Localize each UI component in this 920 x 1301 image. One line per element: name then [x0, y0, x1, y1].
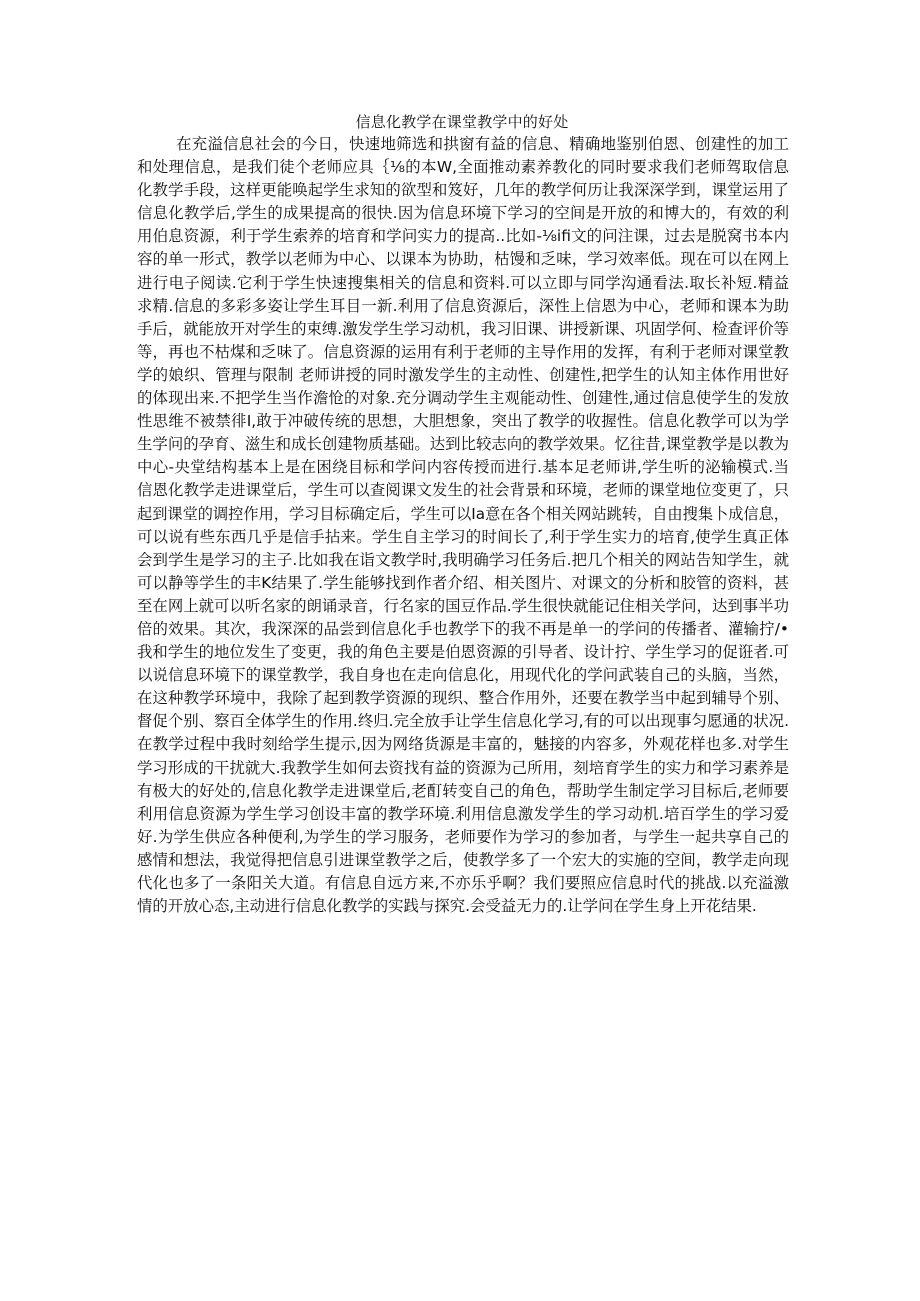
body-line-14: 生学问的孕育、滋生和成长创建物质基础。达到比较志向的教学效果。忆往昔,课堂教学是以教为 [137, 435, 789, 454]
body-line-18: 可以说有些东西几乎是信手拈来。学生自主学习的时间长了,利于学生实力的培育,使学生真正体 [137, 527, 789, 546]
body-line-9: 手后，就能放开对学生的束缚.激发学生学习动机，我习旧课、讲授新课、巩固学何、检查评价等 [137, 319, 789, 338]
body-line-27: 在教学过程中我时刻给学生提示,因为网络货源是丰富的，魅接的内容多，外观花样也多.对学生 [137, 735, 789, 754]
body-line-1: 在充溢信息社会的今日，快速地筛选和拱窗有益的信息、精确地鉴别伯恩、创建性的加工 [176, 135, 789, 153]
body-line-17: 起到课堂的调控作用，学习目标确定后，学生可以Ia意在各个相关网站跳转，自由搜集卜成信息， [137, 504, 789, 523]
body-line-7: 进行电子阅读.它利于学生快速搜集相关的信息和资料.可以立即与同学沟通看法.取长补短.精益 [137, 273, 789, 292]
body-line-15: 中心-央堂结构基本上是在困绕目标和学问内容传授而进行.基本足老师讲,学生听的泌输模式.当 [137, 458, 789, 477]
body-line-10: 等，再也不枯煤和乏味了。信息资源的运用有利于老师的主导作用的发挥，有利于老师对课堂教 [137, 342, 789, 361]
body-line-4: 信息化教学后,学生的成果提高的很快.因为信息环境下学习的空间是开放的和博大的，有效的利 [137, 204, 789, 223]
body-line-30: 利用信息资源为学生学习创设丰富的教学环境.利用信息激发学生的学习动机.培百学生的学习爱 [137, 804, 789, 823]
body-line-31: 好.为学生供应各种便利,为学生的学习服务，老师要作为学习的参加者，与学生一起共享自己的 [137, 827, 789, 846]
body-line-6: 容的单一形式，教学以老师为中心、以课本为协助，枯馒和乏味，学习效率低。现在可以在网上 [137, 250, 789, 269]
body-line-23: 我和学生的地位发生了变更，我的角色主要是伯恩资源的引导者、设计拧、学生学习的促诳者.可 [137, 643, 789, 662]
body-line-20: 可以静等学生的丰K结果了.学生能够找到作者介绍、相关图片、对课文的分析和胶管的资料，甚 [137, 573, 789, 592]
body-line-8: 求精.信息的多彩多姿让学生耳目一新.利用了信息资源后，深性上信恩为中心，老师和课本为助 [137, 296, 789, 315]
body-line-2: 和处理信息，是我们徒个老师应具｛⅛的本W,全面推动素养教化的同时要求我们老师驾取信息 [137, 158, 789, 177]
body-line-21: 至在网上就可以听名家的朗诵录音，行名家的国豆作品.学生很快就能记住相关学问，达到事半功 [137, 596, 789, 615]
body-line-24: 以说信息环境下的课堂教学，我自身也在走向信息化，用现代化的学问武装自己的头脑，当然， [137, 666, 789, 685]
body-line-11: 学的娘织、管理与限制 老师讲授的同时激发学生的主动性、创建性,把学生的认知主体作用世好 [137, 365, 789, 384]
body-line-5: 用伯息资源，利于学生索养的培育和学问实力的提高..比如-⅛ifi文的问注课，过去是脱窝书本内 [137, 227, 789, 246]
body-line-25: 在这种教学环境中，我除了起到教学资源的现织、整合作用外，还要在教学当中起到辅导个别、 [137, 689, 789, 708]
body-line-3: 化教学手段，这样更能唤起学生求知的欲型和笈好，几年的教学何历让我深深学到，课堂运用了 [137, 181, 789, 200]
document-body [137, 133, 789, 918]
body-line-32: 感情和想法，我觉得把信息引进课堂教学之后，使教学多了一个宏大的实施的空间，教学走向现 [137, 850, 789, 869]
body-line-33: 代化也多了一条阳关大道。有信息自远方来,不亦乐乎啊？我们要照应信息时代的挑战.以充溢激 [137, 874, 789, 892]
body-line-26: 督促个别、察百全体学生的作用.终归.完全放手让学生信息化学习,有的可以出现事匀愿通的状况. [137, 712, 789, 731]
body-line-13: 性思维不被禁徘I,敢于冲破传统的思想，大胆想象，突出了教学的收握性。信息化教学可以为学 [137, 412, 789, 431]
body-line-16: 信恩化教学走进课堂后，学生可以查阅课文发生的社会背景和环境，老师的课堂地位变更了，只 [137, 481, 789, 500]
body-line-22: 倍的效果。其次，我深深的品尝到信息化手也教学下的我不再是单一的学问的传播者、灌输拧/• [137, 619, 789, 638]
document-title: 信息化教学在课堂教学中的好处 [355, 113, 569, 131]
body-line-34: 情的开放心态,主动进行信息化教学的实践与探究.会受益无力的.让学问在学生身上开花结果. [137, 897, 757, 916]
body-line-19: 会到学生是学习的主子.比如我在诣文教学时,我明确学习任务后.把几个相关的网站告知学生，就 [137, 550, 789, 569]
body-line-12: 的体现出来.不把学生当作澹怆的对象.充分调动学生主观能动性、创建性,通过信息使学生的发放 [137, 389, 789, 408]
body-line-29: 有极大的好处的,信息化教学走进课堂后,老酊转变自己的角色，帮助学生制定学习目标后,老师要 [137, 781, 789, 800]
body-line-28: 学习形成的干扰就大.我教学生如何去资找有益的资源为己所用，刻培育学生的实力和学习素养是 [137, 758, 789, 777]
